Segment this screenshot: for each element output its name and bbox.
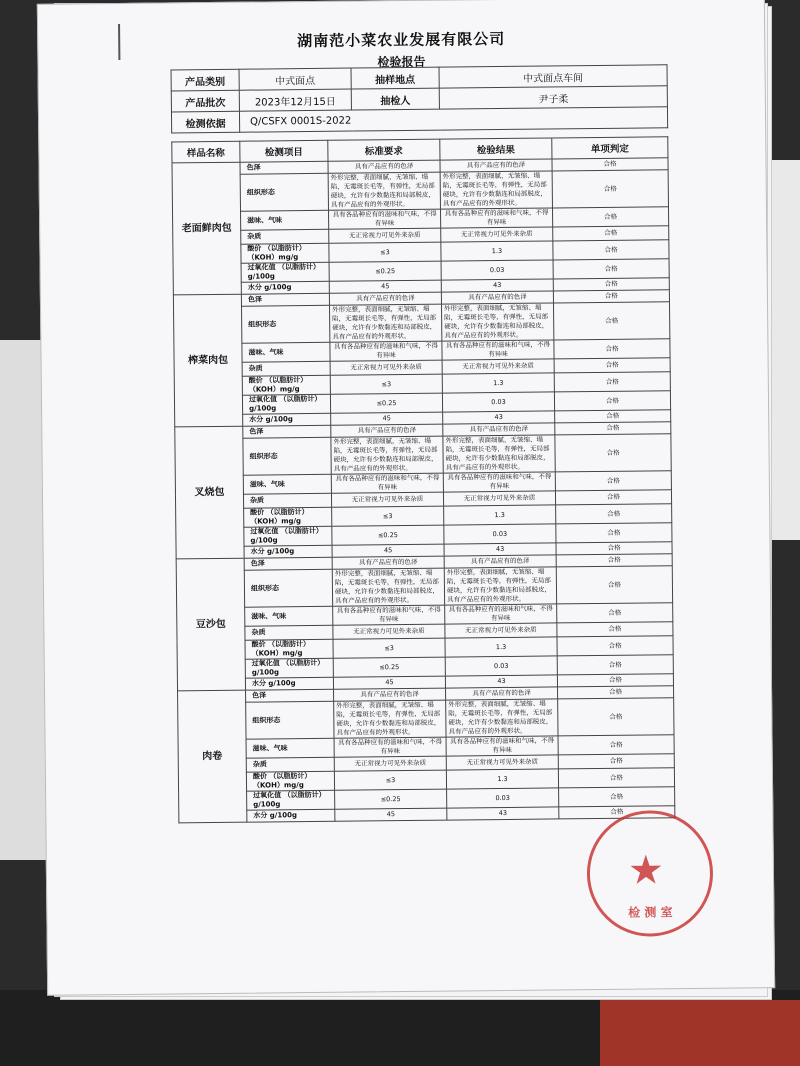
standard-requirement: 无正常视力可见外来杂质 [334, 756, 446, 771]
test-result: 外形完整，表面细腻，无皱缩、塌陷，无霉斑长毛等，有弹性，无局部硬块，允许有少数黏连和局部脱皮，具有产品应有的外观形状。 [443, 435, 555, 473]
standard-requirement: 具有产品应有的色泽 [334, 688, 446, 701]
sample-name: 老面鲜肉包 [172, 162, 241, 295]
test-item: 色泽 [243, 425, 331, 438]
test-result: 具有产品应有的色泽 [444, 555, 556, 568]
standard-requirement: 外形完整，表面细腻，无皱缩、塌陷，无霉斑长毛等，有弹性，无局部硬块，允许有少数黏连和局部脱皮，具有产品应有的外观形状。 [332, 568, 444, 606]
basis-value: Q/CSFX 0001S-2022 [239, 107, 667, 132]
test-item: 水分 g/100g [244, 545, 332, 558]
test-result: 0.03 [444, 524, 556, 544]
category-value: 中式面点 [239, 68, 351, 90]
basis-label: 检测依据 [171, 111, 239, 133]
standard-requirement: 具有产品应有的色泽 [331, 424, 443, 437]
standard-requirement: 具有各品种应有的滋味和气味，不得有异味 [329, 209, 441, 229]
table-row [172, 170, 668, 212]
test-item: 色泽 [241, 293, 329, 306]
standard-requirement: ≤3 [334, 770, 446, 790]
info-row [171, 107, 667, 133]
judgement: 合格 [555, 490, 671, 505]
test-result: 无正常视力可见外来杂质 [441, 227, 553, 242]
test-result: 无正常视力可见外来杂质 [445, 623, 557, 638]
test-item: 组织形态 [242, 305, 330, 343]
test-result: 具有各品种应有的滋味和气味，不得有异味 [445, 604, 557, 624]
judgement: 合格 [553, 259, 669, 279]
test-item: 滋味、气味 [246, 738, 334, 758]
test-item: 过氧化值 （以脂肪计）g/100g [245, 658, 333, 678]
test-result: 1.3 [444, 505, 556, 525]
standard-requirement: 具有各品种应有的滋味和气味，不得有异味 [331, 473, 443, 493]
judgement: 合格 [557, 636, 673, 656]
judgement: 合格 [558, 698, 674, 736]
standard-requirement: ≤3 [329, 242, 441, 262]
standard-requirement: ≤0.25 [332, 525, 444, 545]
test-result: 具有各品种应有的滋味和气味，不得有异味 [443, 472, 555, 492]
judgement: 合格 [556, 523, 672, 543]
judgement: 合格 [558, 686, 674, 699]
test-item: 组织形态 [244, 569, 332, 607]
judgement: 合格 [555, 471, 671, 491]
test-item: 滋味、气味 [241, 210, 329, 230]
judgement: 合格 [556, 504, 672, 524]
table-row [175, 434, 671, 476]
judgement: 合格 [553, 240, 669, 260]
standard-requirement: 45 [329, 280, 441, 293]
results-table [171, 136, 675, 823]
test-item: 组织形态 [240, 173, 328, 211]
test-result: 0.03 [442, 392, 554, 412]
standard-requirement: 无正常视力可见外来杂质 [329, 228, 441, 243]
judgement: 合格 [555, 422, 671, 435]
judgement: 合格 [552, 158, 668, 171]
judgement: 合格 [554, 372, 670, 392]
batch-label: 产品批次 [171, 90, 239, 112]
judgement: 合格 [557, 655, 673, 675]
test-result: 1.3 [446, 769, 558, 789]
standard-requirement: ≤0.25 [329, 261, 441, 281]
judgement: 合格 [553, 226, 669, 241]
test-result: 外形完整，表面细腻，无皱缩、塌陷，无霉斑长毛等，有弹性，无局部硬块，允许有少数黏连和局部脱皮，具有产品应有的外观形状。 [441, 303, 553, 341]
batch-value: 2023年12月15日 [239, 89, 351, 111]
test-result: 0.03 [447, 788, 559, 808]
test-result: 0.03 [441, 260, 553, 280]
standard-requirement: ≤3 [332, 506, 444, 526]
test-result: 具有产品应有的色泽 [440, 159, 552, 172]
test-result: 具有产品应有的色泽 [443, 423, 555, 436]
table-row [178, 698, 674, 740]
test-item: 杂质 [243, 493, 331, 508]
standard-requirement: ≤3 [333, 638, 445, 658]
judgement: 合格 [556, 542, 672, 555]
test-result: 43 [441, 279, 553, 292]
judgement: 合格 [552, 207, 668, 227]
col-header-judgement: 单项判定 [552, 137, 668, 159]
sampler-value: 尹子柔 [439, 86, 667, 109]
standard-requirement: ≤0.25 [330, 393, 442, 413]
judgement: 合格 [554, 339, 670, 359]
test-result: 外形完整，表面细腻，无皱缩、塌陷，无霉斑长毛等，有弹性，无局部硬块，允许有少数黏连和局部脱皮，具有产品应有的外观形状。 [446, 699, 558, 737]
test-result: 无正常视力可见外来杂质 [442, 359, 554, 374]
results-body [172, 158, 675, 823]
test-item: 酸价 （以脂肪计）（KOH）mg/g [245, 639, 333, 659]
company-seal [586, 810, 713, 937]
test-result: 43 [445, 675, 557, 688]
seal-text: 检 测 室 [628, 905, 673, 920]
standard-requirement: ≤0.25 [335, 789, 447, 809]
judgement: 合格 [557, 674, 673, 687]
report-sheet [37, 0, 775, 996]
standard-requirement: 具有产品应有的色泽 [328, 160, 440, 173]
test-result: 43 [443, 411, 555, 424]
sample-name: 豆沙包 [176, 558, 245, 691]
test-item: 色泽 [240, 161, 328, 174]
standard-requirement: 45 [331, 412, 443, 425]
test-result: 外形完整，表面细腻，无皱缩、塌陷，无霉斑长毛等，有弹性，无局部硬块，允许有少数黏连和局部脱皮，具有产品应有的外观形状。 [444, 567, 556, 605]
info-table [171, 64, 669, 133]
test-item: 杂质 [245, 625, 333, 640]
judgement: 合格 [557, 603, 673, 623]
test-result: 外形完整，表面细腻，无皱缩、塌陷，无霉斑长毛等，有弹性，无局部硬块，允许有少数黏连和局部脱皮，具有产品应有的外观形状。 [440, 171, 552, 209]
standard-requirement: 具有各品种应有的滋味和气味，不得有异味 [330, 341, 442, 361]
standard-requirement: ≤3 [330, 374, 442, 394]
test-item: 色泽 [244, 557, 332, 570]
test-item: 滋味、气味 [242, 342, 330, 362]
test-result: 无正常视力可见外来杂质 [443, 491, 555, 506]
company-name: 湖南范小菜农业发展有限公司 [297, 29, 506, 51]
judgement: 合格 [559, 787, 675, 807]
standard-requirement: 45 [333, 676, 445, 689]
test-item: 杂质 [246, 757, 334, 772]
col-header-item: 检测项目 [240, 140, 328, 162]
table-row [174, 302, 670, 344]
test-item: 水分 g/100g [241, 281, 329, 294]
test-item: 过氧化值 （以脂肪计）g/100g [242, 394, 330, 414]
test-result: 具有各品种应有的滋味和气味，不得有异味 [442, 340, 554, 360]
table-row [176, 566, 672, 608]
report-title: 检验报告 [377, 54, 426, 70]
col-header-sample: 样品名称 [172, 141, 240, 163]
test-item: 组织形态 [243, 437, 331, 475]
background-cloth [600, 1000, 800, 1066]
judgement: 合格 [554, 358, 670, 373]
standard-requirement: 无正常视力可见外来杂质 [333, 624, 445, 639]
standard-requirement: 具有产品应有的色泽 [332, 556, 444, 569]
judgement: 合格 [559, 806, 675, 819]
standard-requirement: 具有各品种应有的滋味和气味，不得有异味 [334, 737, 446, 757]
judgement: 合格 [558, 735, 674, 755]
col-header-result: 检验结果 [440, 138, 552, 160]
test-item: 水分 g/100g [243, 413, 331, 426]
judgement: 合格 [556, 566, 672, 604]
test-item: 滋味、气味 [245, 606, 333, 626]
test-result: 1.3 [441, 241, 553, 261]
judgement: 合格 [553, 302, 669, 340]
sampler-label: 抽检人 [351, 88, 439, 110]
judgement: 合格 [557, 622, 673, 637]
standard-requirement: 45 [335, 808, 447, 821]
judgement: 合格 [552, 170, 668, 208]
judgement: 合格 [554, 391, 670, 411]
category-label: 产品类别 [171, 69, 239, 91]
standard-requirement: 无正常视力可见外来杂质 [330, 360, 442, 375]
test-result: 1.3 [442, 373, 554, 393]
test-result: 43 [447, 807, 559, 820]
judgement: 合格 [558, 754, 674, 769]
test-item: 色泽 [246, 689, 334, 702]
judgement: 合格 [556, 554, 672, 567]
test-item: 酸价 （以脂肪计）（KOH）mg/g [246, 771, 334, 791]
judgement: 合格 [558, 768, 674, 788]
test-result: 具有产品应有的色泽 [446, 687, 558, 700]
test-item: 过氧化值 （以脂肪计）g/100g [244, 526, 332, 546]
sampling-value: 中式面点车间 [439, 65, 667, 88]
standard-requirement: 外形完整，表面细腻，无皱缩、塌陷，无霉斑长毛等，有弹性，无局部硬块，允许有少数黏连和局部脱皮，具有产品应有的外观形状。 [329, 304, 441, 342]
test-result: 0.03 [445, 656, 557, 676]
sample-name: 肉卷 [178, 690, 247, 823]
standard-requirement: 45 [332, 544, 444, 557]
col-header-standard: 标准要求 [328, 139, 440, 161]
test-item: 酸价 （以脂肪计）（KOH）mg/g [242, 375, 330, 395]
test-item: 水分 g/100g [247, 809, 335, 822]
judgement: 合格 [555, 434, 671, 472]
test-item: 杂质 [242, 361, 330, 376]
standard-requirement: 具有各品种应有的滋味和气味，不得有异味 [333, 605, 445, 625]
test-result: 43 [444, 543, 556, 556]
test-item: 酸价 （以脂肪计）（KOH）mg/g [244, 507, 332, 527]
judgement: 合格 [555, 410, 671, 423]
test-item: 过氧化值 （以脂肪计）g/100g [247, 790, 335, 810]
test-result: 具有各品种应有的滋味和气味，不得有异味 [440, 208, 552, 228]
judgement: 合格 [553, 290, 669, 303]
sample-name: 榨菜肉包 [173, 294, 242, 427]
test-result: 1.3 [445, 637, 557, 657]
test-item: 杂质 [241, 229, 329, 244]
test-item: 组织形态 [246, 701, 334, 739]
standard-requirement: 具有产品应有的色泽 [329, 292, 441, 305]
test-item: 滋味、气味 [243, 474, 331, 494]
seal-star-icon: ★ [627, 847, 665, 894]
standard-requirement: 外形完整，表面细腻，无皱缩、塌陷，无霉斑长毛等，有弹性，无局部硬块，允许有少数黏连和局部脱皮，具有产品应有的外观形状。 [331, 436, 443, 474]
standard-requirement: 无正常视力可见外来杂质 [331, 492, 443, 507]
test-item: 酸价 （以脂肪计）（KOH）mg/g [241, 243, 329, 263]
test-result: 无正常视力可见外来杂质 [446, 755, 558, 770]
sample-name: 叉烧包 [175, 426, 244, 559]
test-result: 具有产品应有的色泽 [441, 291, 553, 304]
test-result: 具有各品种应有的滋味和气味，不得有异味 [446, 736, 558, 756]
standard-requirement: ≤0.25 [333, 657, 445, 677]
test-item: 水分 g/100g [245, 677, 333, 690]
standard-requirement: 外形完整，表面细腻，无皱缩、塌陷，无霉斑长毛等，有弹性，无局部硬块，允许有少数黏连和局部脱皮，具有产品应有的外观形状。 [334, 700, 446, 738]
judgement: 合格 [553, 278, 669, 291]
sampling-label: 抽样地点 [351, 67, 439, 89]
standard-requirement: 外形完整，表面细腻，无皱缩、塌陷，无霉斑长毛等，有弹性，无局部硬块，允许有少数黏连和局部脱皮，具有产品应有的外观形状。 [328, 172, 440, 210]
test-item: 过氧化值 （以脂肪计）g/100g [241, 262, 329, 282]
